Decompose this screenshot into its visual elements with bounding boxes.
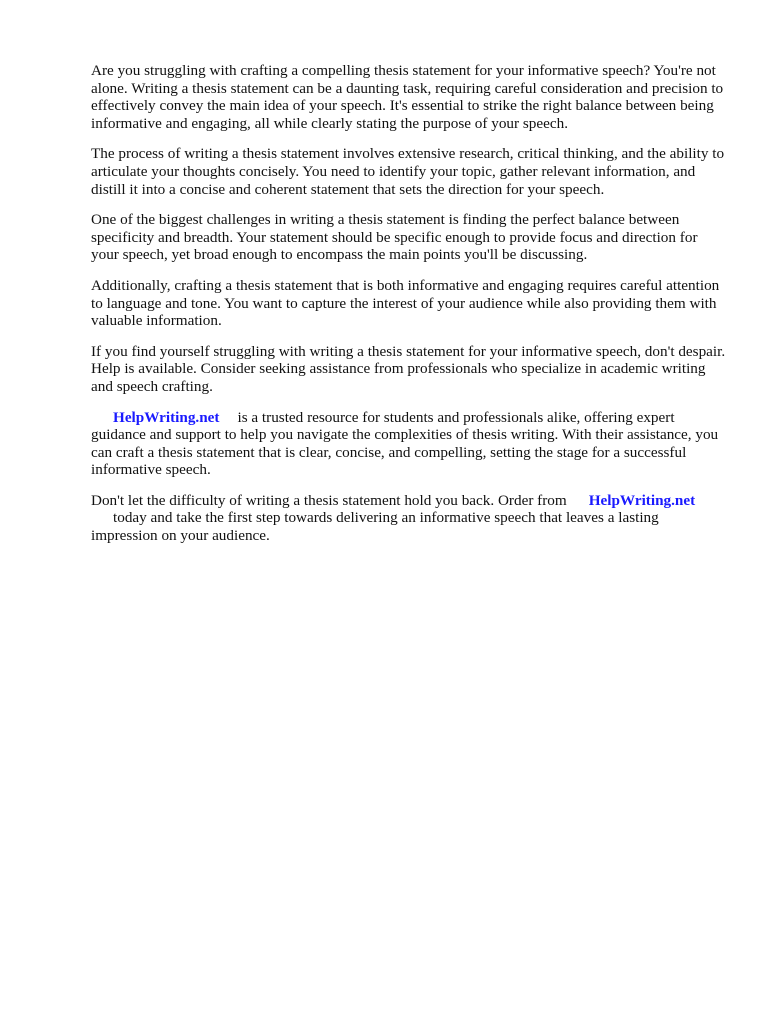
document-body xyxy=(91,62,727,558)
resource-text: is a trusted resource for students and professionals alike, offering expert guidance and support to help you navigate the complexities of thesis writing. With their assistance, you can craft a thesis statement that is clear, concise, and compelling, setting the stage for a successful informative speech. xyxy=(91,408,719,479)
helpwriting-order-link[interactable]: HelpWriting.net xyxy=(588,491,696,509)
paragraph-resource xyxy=(91,409,727,479)
helpwriting-link[interactable]: HelpWriting.net xyxy=(113,408,220,426)
closing-text-after: today and take the first step towards delivering an informative speech that leaves a lasting impression on your audience. xyxy=(91,509,659,545)
paragraph-challenges: One of the biggest challenges in writing a thesis statement is finding the perfect balance between specificity and breadth. Your statement should be specific enough to provide focus and direction for your speech, yet broad enough to encompass the main points you'll be discussing. xyxy=(91,211,698,264)
closing-text-before: Don't let the difficulty of writing a thesis statement hold you back. Order from xyxy=(91,491,567,509)
paragraph-help: If you find yourself struggling with writing a thesis statement for your informative speech, don't despair. Help is available. Consider seeking assistance from professionals who specialize in academic writing and speech crafting. xyxy=(91,342,726,395)
paragraph-intro: Are you struggling with crafting a compelling thesis statement for your informative speech? You're not alone. Writing a thesis statement can be a daunting task, requiring careful consideration and precision to effectively convey the main idea of your speech. It's essential to strike the right balance between being informative and engaging, all while clearly stating the purpose of your speech. xyxy=(91,62,724,132)
paragraph-process: The process of writing a thesis statement involves extensive research, critical thinking, and the ability to articulate your thoughts concisely. You need to identify your topic, gather relevant information, and distill it into a concise and coherent statement that sets the direction for your speech. xyxy=(91,145,725,198)
paragraph-closing xyxy=(91,492,727,545)
paragraph-language: Additionally, crafting a thesis statement that is both informative and engaging requires careful attention to language and tone. You want to capture the interest of your audience while also providing them with valuable information. xyxy=(91,276,720,330)
